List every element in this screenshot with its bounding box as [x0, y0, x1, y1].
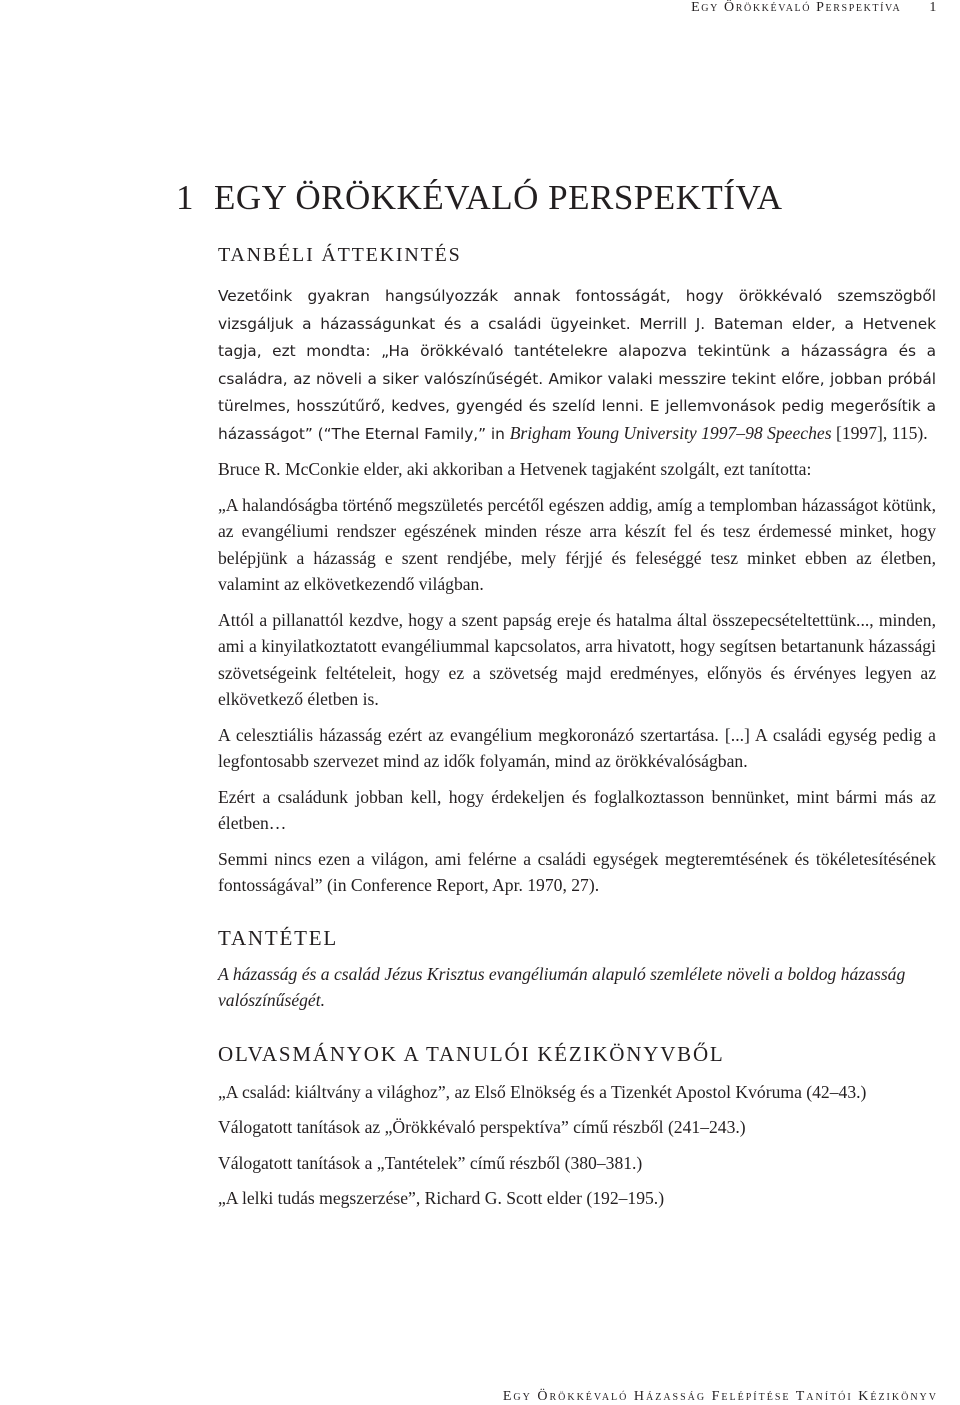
page-number: 1 — [929, 0, 938, 15]
reading-item: Válogatott tanítások a „Tantételek” című részből (380–381.) — [218, 1152, 643, 1173]
running-header — [691, 0, 938, 16]
overview-section — [218, 242, 936, 899]
mcconkie-quote — [218, 492, 936, 899]
readings-heading: OLVASMÁNYOK A TANULÓI KÉZIKÖNYVBŐL — [218, 1041, 725, 1066]
quote-paragraph: Ezért a családunk jobban kell, hogy érdekeljen és foglalkoztasson bennünket, mint bármi más az életben… — [218, 786, 936, 833]
doctrine-text: A házasság és a család Jézus Krisztus evangéliumán alapuló szemlélete növeli a boldog házasság valószínűségét. — [218, 963, 906, 1010]
running-title: Egy Örökkévaló Perspektíva — [691, 0, 902, 15]
main-content — [218, 242, 936, 1221]
quote-paragraph: „A halandóságba történő megszületés percétől egészen addig, amíg a templomban házasságot kötünk, az evangéliumi rendszer egészének minden része arra készít fel és tesz érdemessé minket, hogy belépjünk a házasság e szent rendjébe, mely férjjé és feleséggé tesz minket ebben az életben, valamint az elkövetkezendő világban. — [218, 494, 936, 594]
readings-section — [218, 1041, 936, 1212]
doctrine-section — [218, 925, 936, 1014]
overview-heading: TANBÉLI ÁTTEKINTÉS — [218, 244, 462, 266]
quote-paragraph: Attól a pillanattól kezdve, hogy a szent papság ereje és hatalma által összepecsételtettünk..., minden, ami a kinyilatkoztatott evangéliummal kapcsolatos, arra hivatott, hogy segítsen betartanunk házassági szövetségeink feltételeit, hogy ez a szövetség majd eredményes, előnyös és érvényes legyen az elkövetkező életben is. — [218, 609, 936, 709]
chapter-number: 1 — [176, 178, 194, 217]
chapter-title: EGY ÖRÖKKÉVALÓ PERSPEKTÍVA — [214, 178, 783, 217]
chapter-heading — [176, 178, 783, 218]
overview-text: Vezetőink gyakran hangsúlyozzák annak fontosságát, hogy örökkévaló szemszögből vizsgáljuk a házasságunkat és a családi ügyeinket. Merrill J. Bateman elder, a Hetvenek tagja, ezt mondta: „Ha örökkévaló tantételekre alapozva tekintünk a házasságra és a családra, az növeli a siker valószínűségét. Amikor valaki messzire tekint előre, jobban próbál türelmes, hosszútűrő, kedves, gyengéd és szelíd lenni. E jellemvonások pedig megerősítik a házasságot” (“The Eternal Family,” in — [218, 287, 936, 443]
reading-item: „A család: kiáltvány a világhoz”, az Első Elnökség és a Tizenkét Apostol Kvóruma (42–43.) — [218, 1081, 867, 1102]
reading-item: „A lelki tudás megszerzése”, Richard G. Scott elder (192–195.) — [218, 1188, 665, 1208]
running-footer: Egy Örökkévaló Házasság Felépítése Tanítói Kézikönyv — [502, 1389, 938, 1404]
overview-paragraph — [218, 282, 936, 447]
mcconkie-intro: Bruce R. McConkie elder, aki akkoriban a Hetvenek tagjaként szolgált, ezt tanította: — [218, 459, 812, 479]
citation-title: Brigham Young University 1997–98 Speeches — [509, 422, 832, 443]
quote-paragraph: A celesztiális házasság ezért az evangélium megkoronázó szertartása. [...] A családi egység pedig a legfontosabb szervezet mind az idők folyamán, mind az örökkévalóságban. — [218, 724, 936, 771]
doctrine-heading: TANTÉTEL — [218, 925, 339, 950]
reading-item: Válogatott tanítások az „Örökkévaló perspektíva” című részből (241–243.) — [218, 1117, 746, 1137]
citation-end: [1997], 115). — [831, 422, 928, 443]
quote-paragraph: Semmi nincs ezen a világon, ami felérne a családi egységek megteremtésének és tökéletesítésének fontosságával” (in Conference Report, Apr. 1970, 27). — [218, 848, 936, 895]
